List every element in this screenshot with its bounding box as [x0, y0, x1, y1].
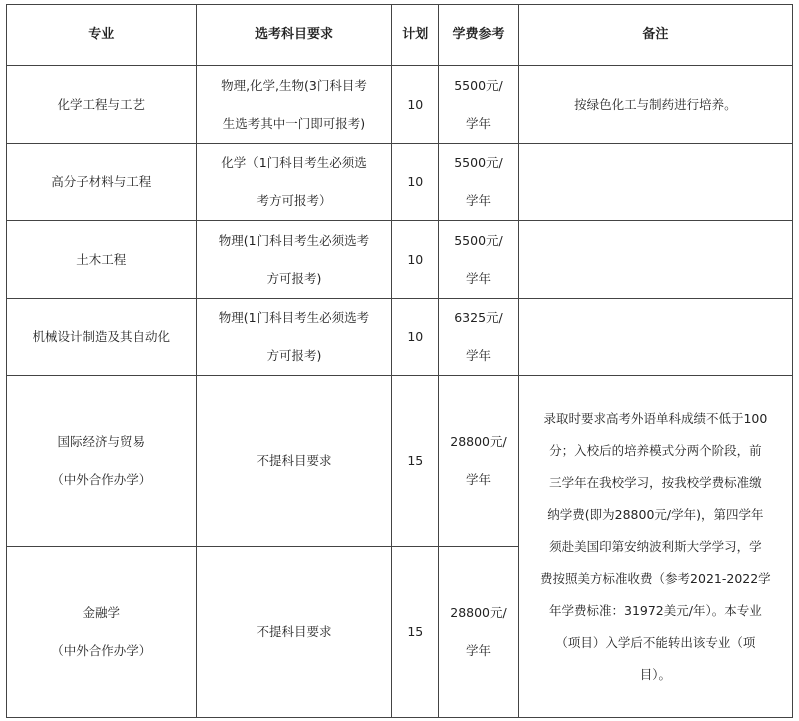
- subjects-cell: 物理,化学,生物(3门科目考 生选考其中一门即可报考): [196, 66, 392, 144]
- table-row: [7, 299, 793, 376]
- subjects-cell: 物理(1门科目考生必须选考 方可报考): [196, 221, 392, 299]
- plan-cell: 10: [392, 221, 439, 299]
- major-cell: 机械设计制造及其自动化: [7, 299, 197, 376]
- major-cell: 土木工程: [7, 221, 197, 299]
- major-cell: 金融学 （中外合作办学）: [7, 547, 197, 718]
- admissions-table: [6, 4, 793, 718]
- note-cell: [518, 144, 792, 221]
- shared-note-cell: 录取时要求高考外语单科成绩不低于100 分；入校后的培养模式分两个阶段，前 三学年在我校学习，按我校学费标准缴 纳学费(即为28800元/学年)，第四学年 须赴美国印第安纳波利斯大学学习，学 费按照美方标准收费（参考2021-2022学 年学费标准：31972美元/年）。本专业 （项目）入学后不能转出该专业（项 目）。: [518, 376, 792, 718]
- header-plan: 计划: [392, 5, 439, 66]
- header-major: 专业: [7, 5, 197, 66]
- major-cell: 国际经济与贸易 （中外合作办学）: [7, 376, 197, 547]
- plan-cell: 10: [392, 299, 439, 376]
- note-cell: [518, 299, 792, 376]
- fee-cell: 6325元/ 学年: [439, 299, 519, 376]
- fee-cell: 5500元/ 学年: [439, 66, 519, 144]
- table-row: [7, 376, 793, 547]
- fee-cell: 28800元/ 学年: [439, 547, 519, 718]
- note-cell: 按绿色化工与制药进行培养。: [518, 66, 792, 144]
- header-note: 备注: [518, 5, 792, 66]
- fee-cell: 5500元/ 学年: [439, 221, 519, 299]
- subjects-cell: 物理(1门科目考生必须选考 方可报考): [196, 299, 392, 376]
- subjects-cell: 不提科目要求: [196, 547, 392, 718]
- table-row: [7, 66, 793, 144]
- table-row: [7, 221, 793, 299]
- header-row: [7, 5, 793, 66]
- fee-cell: 5500元/ 学年: [439, 144, 519, 221]
- plan-cell: 10: [392, 66, 439, 144]
- major-cell: 化学工程与工艺: [7, 66, 197, 144]
- plan-cell: 15: [392, 376, 439, 547]
- note-cell: [518, 221, 792, 299]
- header-fee: 学费参考: [439, 5, 519, 66]
- subjects-cell: 不提科目要求: [196, 376, 392, 547]
- major-cell: 高分子材料与工程: [7, 144, 197, 221]
- subjects-cell: 化学（1门科目考生必须选 考方可报考）: [196, 144, 392, 221]
- plan-cell: 15: [392, 547, 439, 718]
- plan-cell: 10: [392, 144, 439, 221]
- table-row: [7, 144, 793, 221]
- header-subjects: 选考科目要求: [196, 5, 392, 66]
- fee-cell: 28800元/ 学年: [439, 376, 519, 547]
